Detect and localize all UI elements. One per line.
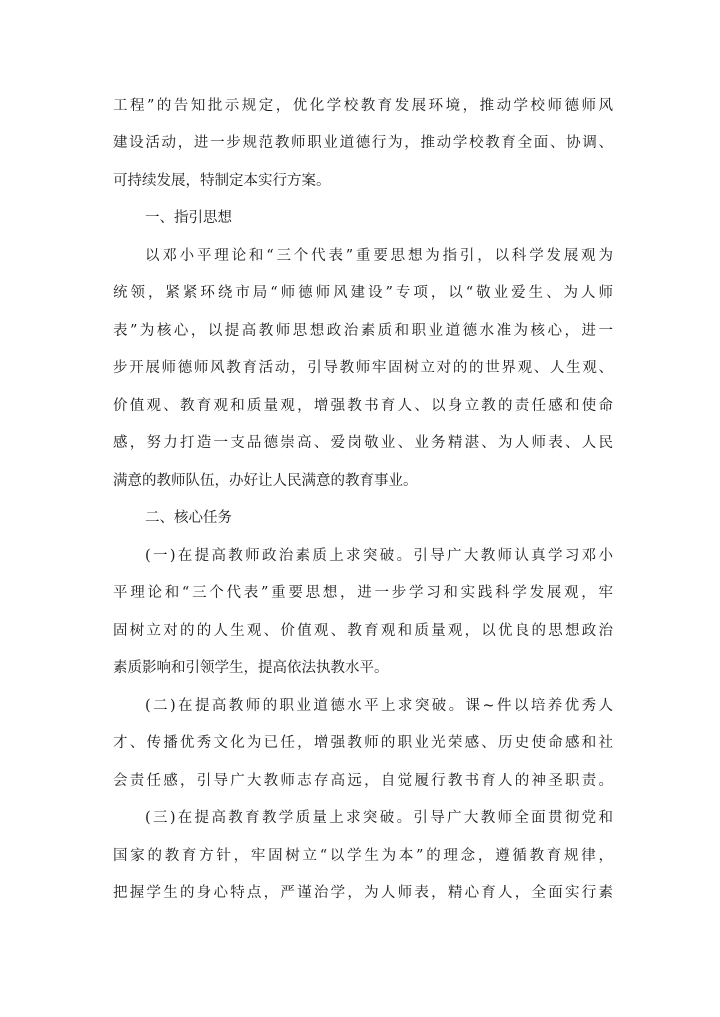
section-heading: 一、指引思想 xyxy=(145,210,232,226)
paragraph-line: 可持续发展，特制定本实行方案。 xyxy=(113,173,331,189)
paragraph-line: 工程”的告知批示规定，优化学校教育发展环境，推动学校师德师风 xyxy=(113,98,613,114)
paragraph-line: 感，努力打造一支品德崇高、爱岗敬业、业务精湛、为人师表、人民 xyxy=(113,435,613,451)
paragraph-line: 建设活动，进一步规范教师职业道德行为，推动学校教育全面、协调、 xyxy=(113,135,613,151)
paragraph-line: 固树立对的的人生观、价值观、教育观和质量观，以优良的思想政治 xyxy=(113,623,613,639)
paragraph-line: 步开展师德师风教育活动，引导教师牢固树立对的的世界观、人生观、 xyxy=(113,360,613,376)
paragraph-line: 价值观、教育观和质量观，增强教书育人、以身立教的责任感和使命 xyxy=(113,398,613,414)
paragraph-line: 素质影响和引领学生，提高依法执教水平。 xyxy=(113,660,389,676)
paragraph-line: 把握学生的身心特点，严谨治学，为人师表，精心育人，全面实行素 xyxy=(113,885,613,901)
paragraph-line: (三)在提高教育教学质量上求突破。引导广大教师全面贯彻党和 xyxy=(145,810,613,826)
paragraph-line: 国家的教育方针，牢固树立“以学生为本”的理念，遵循教育规律， xyxy=(113,848,613,864)
paragraph-line: 以邓小平理论和“三个代表”重要思想为指引，以科学发展观为 xyxy=(145,248,613,264)
paragraph-line: 统领，紧紧环绕市局“师德师风建设”专项，以“敬业爱生、为人师 xyxy=(113,285,613,301)
paragraph-line: 满意的教师队伍，办好让人民满意的教育事业。 xyxy=(113,473,418,489)
paragraph-line: (二)在提高教师的职业道德水平上求突破。课~件以培养优秀人 xyxy=(145,698,613,714)
paragraph-line: 平理论和“三个代表”重要思想，进一步学习和实践科学发展观，牢 xyxy=(113,585,613,601)
paragraph-line: (一)在提高教师政治素质上求突破。引导广大教师认真学习邓小 xyxy=(145,548,613,564)
paragraph-line: 表”为核心，以提高教师思想政治素质和职业道德水准为核心，进一 xyxy=(113,323,613,339)
paragraph-line: 会责任感，引导广大教师志存高远，自觉履行教书育人的神圣职责。 xyxy=(113,773,613,789)
paragraph-line: 才、传播优秀文化为已任，增强教师的职业光荣感、历史使命感和社 xyxy=(113,735,613,751)
section-heading: 二、核心任务 xyxy=(145,510,232,526)
